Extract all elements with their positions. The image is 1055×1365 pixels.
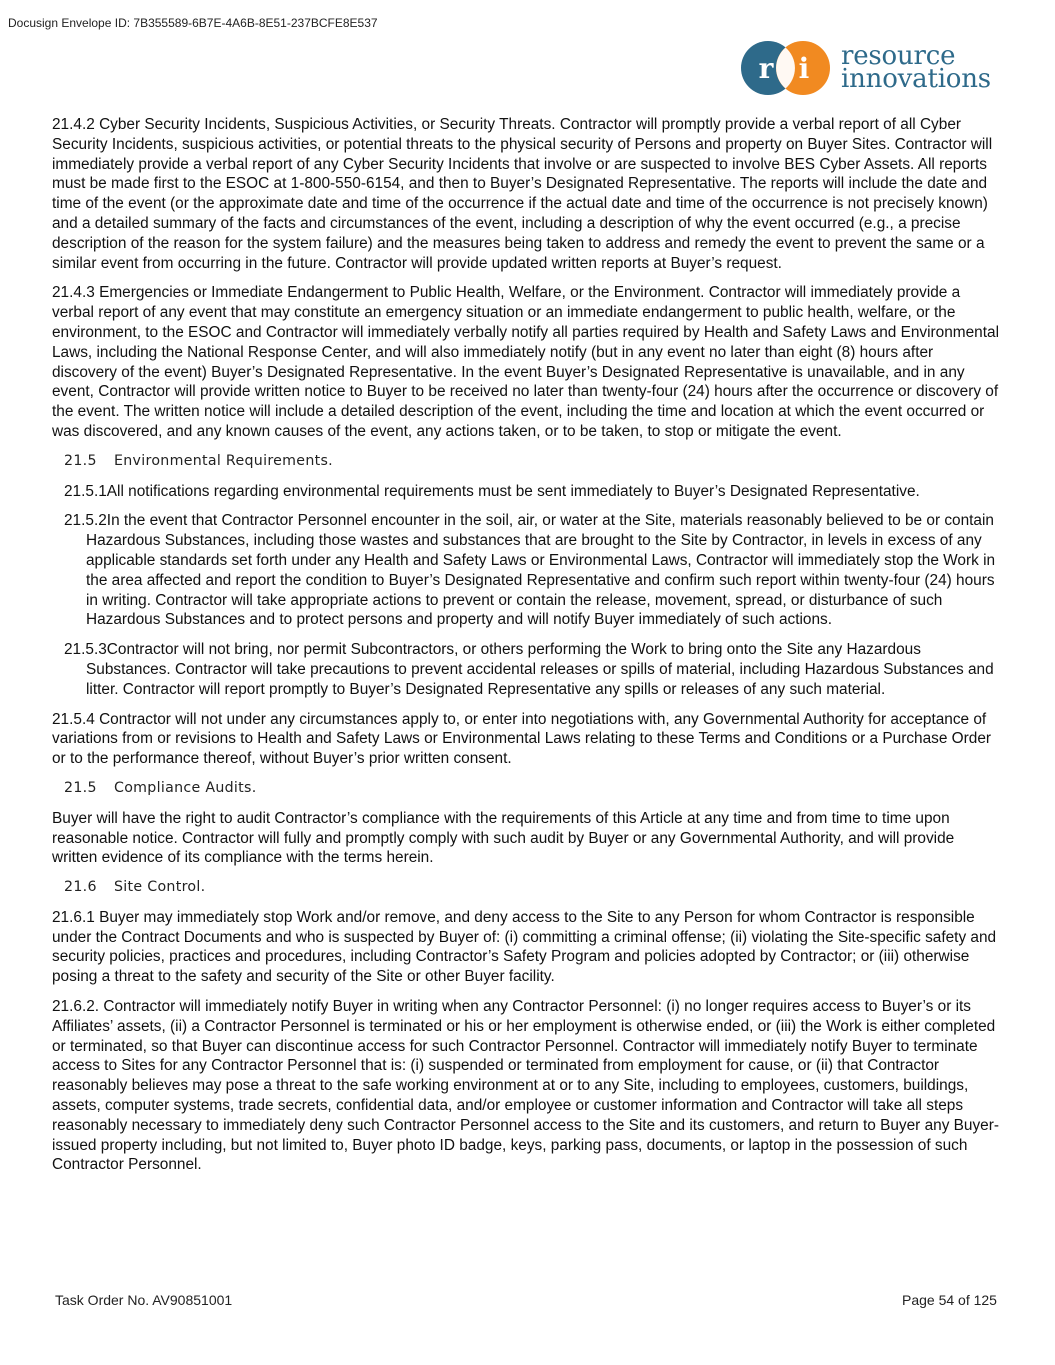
logo-mark-r: r	[758, 52, 774, 85]
company-logo	[741, 40, 991, 96]
section-21-5-3: 21.5.3Contractor will not bring, nor permit Subcontractors, or others performing the Work to bring onto the Site any Hazardous Substances. Contractor will take precautions to prevent accidental releases or spills of material, including Hazardous Substances and litter. Contractor will report promptly to Buyer’s Designated Representative any spills or releases of any such material.	[64, 641, 994, 698]
section-21-6-2: 21.6.2. Contractor will immediately notify Buyer in writing when any Contractor Personnel: (i) no longer requires access to Buyer’s or its Affiliates’ assets, (ii) a Contractor Personnel is terminated or his or her employment is otherwise ended, or (iii) the Work is either completed or terminated, so that Buyer can discontinue access for such Contractor Personnel. Contractor will immediately notify Buyer to terminate access to Sites for any Contractor Personnel that is: (i) suspended or terminated from employment for cause, or (ii) that Contractor reasonably believes may pose a threat to the safe working environment at or to any Site, including to employees, customers, buildings, assets, computer systems, trade secrets, confidential data, and/or employee or customer information and Contractor will take all steps reasonably necessary to immediately deny such Contractor Personnel access to the Site and its customers, and return to Buyer any Buyer-issued property including, but not limited to, Buyer photo ID badge, keys, parking pass, documents, or laptop in the possession of such Contractor Personnel.	[52, 998, 999, 1174]
footer-task-order: Task Order No. AV90851001	[55, 1292, 233, 1308]
heading-number: 21.6	[64, 879, 97, 896]
envelope-id: Docusign Envelope ID: 7B355589-6B7E-4A6B-8E51-237BCFE8E537	[8, 16, 378, 30]
heading-number: 21.5	[64, 452, 97, 469]
heading-title: Compliance Audits.	[114, 779, 257, 796]
logo-line-2: innovations	[841, 64, 991, 94]
document-body	[52, 115, 1002, 1185]
section-21-5-1: 21.5.1All notifications regarding environmental requirements must be sent immediately to Buyer’s Designated Representative.	[64, 482, 920, 500]
logo-line-1: resource	[841, 41, 956, 71]
heading-environmental-requirements	[64, 452, 1002, 472]
logo-mark-i: i	[798, 52, 810, 85]
section-21-6-1: 21.6.1 Buyer may immediately stop Work and/or remove, and deny access to the Site to any Person for whom Contractor is responsible under the Contract Documents and who is suspected by Buyer of: (i) committing a criminal offense; (ii) violating the Site-specific safety and security policies, practices and procedures, including Contractor’s Safety Program and policies adopted by Contractor; or (iii) otherwise posing a threat to the safety and security of the Site or other Buyer facility.	[52, 908, 997, 986]
heading-compliance-audits	[64, 779, 1002, 799]
logo-mark-icon	[741, 40, 833, 96]
heading-number: 21.5	[64, 779, 97, 796]
heading-site-control	[64, 878, 1002, 898]
section-21-5-4: 21.5.4 Contractor will not under any circumstances apply to, or enter into negotiations with, any Governmental Authority for acceptance of variations from or revisions to Health and Safety Laws or Environmental Laws relating to these Terms and Conditions or a Purchase Order or to the performance thereof, without Buyer’s prior written consent.	[52, 710, 992, 768]
footer-page-number: Page 54 of 125	[902, 1292, 997, 1308]
logo-wordmark	[841, 41, 991, 94]
section-21-4-2: 21.4.2 Cyber Security Incidents, Suspicious Activities, or Security Threats. Contractor will promptly provide a verbal report of all Cyber Security Incidents, suspicious activities, or potential threats to the physical security of Persons and property on Buyer Sites. Contractor will immediately provide a verbal report of any Cyber Security Incidents that involve or are suspected to involve BES Cyber Assets. All reports must be made first to the ESOC at 1-800-550-6154, and then to Buyer’s Designated Representative. The reports will include the date and time of the event (or the approximate date and time of the occurrence if the actual date and time of the occurrence is not precisely known) and a detailed summary of the facts and circumstances of the event, including a description of why the event occurred (e.g., a precise description of the reason for the system failure) and the measures being taken to address and remedy the event to prevent the same or a similar event from occurring in the future. Contractor will provide updated written reports at Buyer’s request.	[52, 116, 993, 272]
heading-title: Environmental Requirements.	[114, 452, 333, 469]
heading-title: Site Control.	[114, 879, 206, 896]
compliance-audits-text: Buyer will have the right to audit Contractor’s compliance with the requirements of this Article at any time and from time to time upon reasonable notice. Contractor will fully and promptly comply with such audit by Buyer or any Governmental Authority, and will provide written evidence of its compliance with the terms herein.	[52, 809, 955, 867]
section-21-4-3: 21.4.3 Emergencies or Immediate Endangerment to Public Health, Welfare, or the Environment. Contractor will immediately provide a verbal report of any event that may constitute an emergency situation or an immediate endangerment to public health, welfare, or the environment, to the ESOC and Contractor will immediately verbally notify all parties required by Health and Safety Laws and Environmental Laws, including the National Response Center, and will also immediately notify (but in any event no later than eight (8) hours after discovery of the event) Buyer’s Designated Representative. In the event Buyer’s Designated Representative is unavailable, and in any event, Contractor will provide written notice to Buyer to be received no later than twenty-four (24) hours after the occurrence or discovery of the event. The written notice will include a detailed description of the event, including the time and location at which the event occurred or was discovered, and any known causes of the event, any actions taken, or to be taken, to stop or mitigate the event.	[52, 284, 999, 440]
section-21-5-2: 21.5.2In the event that Contractor Personnel encounter in the soil, air, or water at the Site, materials reasonably believed to be or contain Hazardous Substances, including those wastes and substances that are brought to the Site by Contractor, in levels in excess of any applicable standards set forth under any Health and Safety Laws or Environmental Laws, Contractor will immediately stop the Work in the area affected and report the condition to Buyer’s Designated Representative and confirm such report within twenty-four (24) hours in writing. Contractor will take appropriate actions to prevent or contain the release, movement, spread, or disturbance of such Hazardous Substances and to protect persons and property and will notify Buyer immediately of such actions.	[64, 512, 996, 629]
